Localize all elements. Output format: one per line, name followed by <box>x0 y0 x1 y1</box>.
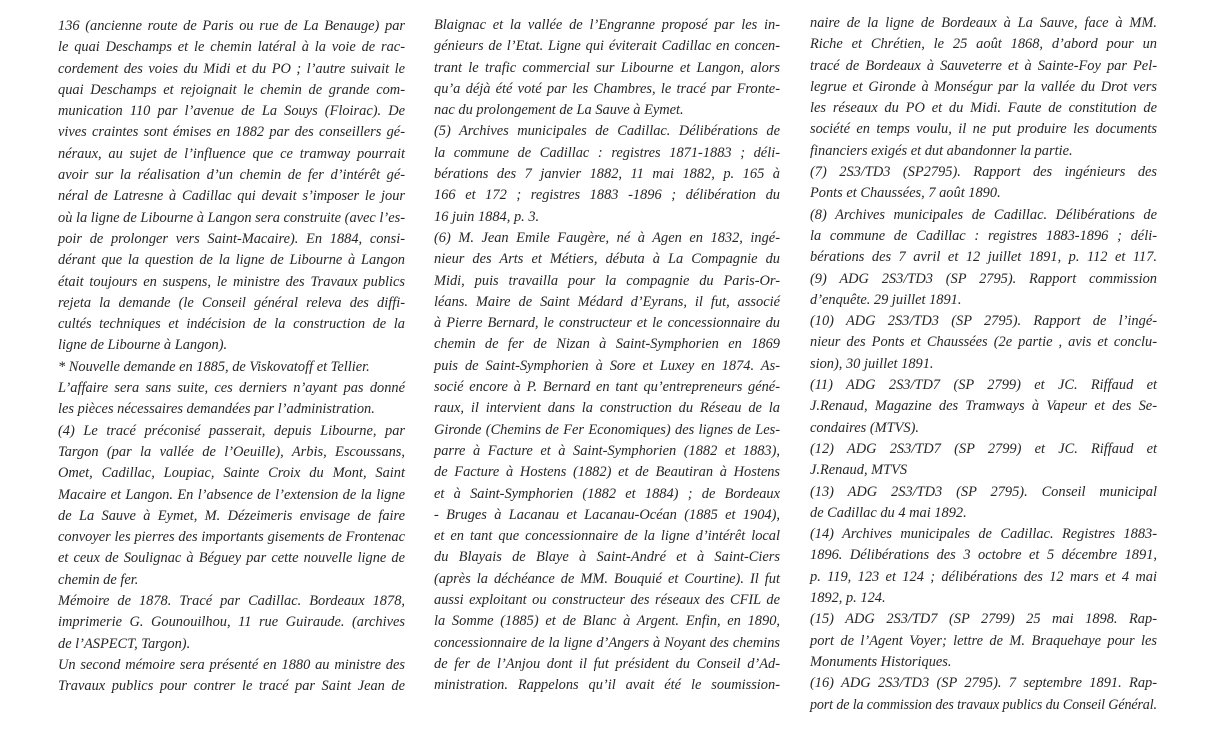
text-line: était toujours en suspens, le ministre des Travaux publics <box>58 273 405 290</box>
text-line: 166 et 172 ; registres 1883 -1896 ; délibération du <box>434 187 780 204</box>
text-line: socié encore à P. Bernard en tant qu’entrepreneurs géné- <box>434 379 780 396</box>
text-line: Blaignac et la vallée de l’Engranne proposé par les in- <box>434 17 780 33</box>
text-line: quai Deschamps et rejoignait le chemin de grande com- <box>58 81 405 98</box>
text-line: (9) ADG 2S3/TD3 (SP 2795). Rapport commission <box>810 270 1157 287</box>
text-line: (6) M. Jean Emile Faugère, né à Agen en 1832, ingé- <box>434 229 780 246</box>
text-line: de fer de l’Anjou dont il fut président du Conseil d’Ad- <box>434 655 780 672</box>
text-line: (après la déchéance de MM. Bouquié et Courtine). Il fut <box>434 570 780 587</box>
text-line: 1896. Délibérations des 3 octobre et 5 décembre 1891, <box>810 547 1157 564</box>
text-line: port de la commission des travaux publics du Conseil Général. <box>810 696 1157 713</box>
text-column-right <box>810 13 1157 716</box>
text-line: (14) Archives municipales de Cadillac. Registres 1883- <box>810 526 1157 543</box>
text-line: nieur des Arts et Métiers, débuta à La Compagnie du <box>434 251 780 268</box>
text-line: legrue et Gironde à Monségur par la vallée du Drot vers <box>810 78 1157 95</box>
text-line: naire de la ligne de Bordeaux à La Sauve, face à MM. <box>810 15 1157 31</box>
text-line: néraux, au sujet de l’influence que ce tramway pourrait <box>58 145 405 162</box>
text-line: à Pierre Bernard, le constructeur et le concessionnaire du <box>434 315 780 332</box>
text-line: la commune de Cadillac : registres 1883-1896 ; déli- <box>810 227 1157 244</box>
text-line: Macaire et Langon. En l’absence de l’extension de la ligne <box>58 486 405 503</box>
text-line: Travaux publics pour contrer le tracé par Saint Jean de <box>58 678 405 695</box>
text-line: bérations des 7 janvier 1882, 11 mai 1882, p. 165 à <box>434 166 780 183</box>
text-line: qu’a déjà été voté par les Chambres, le tracé par Fronte- <box>434 80 780 97</box>
text-line: financiers exigés et dut abandonner la partie. <box>810 142 1073 159</box>
text-line: chemin de fer de Nizan à Saint-Symphorien en 1869 <box>434 336 780 353</box>
text-line: (10) ADG 2S3/TD3 (SP 2795). Rapport de l’ingé- <box>810 313 1157 330</box>
text-line: (5) Archives municipales de Cadillac. Délibérations de <box>434 123 780 140</box>
text-line: nieur des Ponts et Chaussées (2e partie , avis et conclu- <box>810 334 1157 351</box>
text-line: * Nouvelle demande en 1885, de Viskovatoff et Tellier. <box>58 358 370 375</box>
text-line: cordement des voies du Midi et du PO ; l’autre suivait le <box>58 60 405 77</box>
text-line: vives craintes sont émises en 1882 par des conseillers gé- <box>58 124 405 141</box>
text-line: et en tant que concessionnaire de la ligne d’intérêt local <box>434 528 780 545</box>
text-line: du Blayais de Blaye à Saint-André et à Saint-Ciers <box>434 549 780 566</box>
text-line: Riche et Chrétien, le 25 août 1868, d’abord pour un <box>810 36 1157 53</box>
text-line: d’enquête. 29 juillet 1891. <box>810 291 962 308</box>
text-line: et à Saint-Symphorien (1882 et 1884) ; de Bordeaux <box>434 485 780 502</box>
text-line: société en temps voulu, il ne put produire les documents <box>810 121 1157 138</box>
text-line: poir de prolonger vers Saint-Macaire). En 1884, consi- <box>58 230 405 247</box>
text-column-left <box>58 16 405 698</box>
text-line: - Bruges à Lacanau et Lacanau-Océan (1885 et 1904), <box>434 506 780 523</box>
text-line: Monuments Historiques. <box>810 653 952 670</box>
text-line: Targon (par la vallée de l’Oeuille), Arbis, Escoussans, <box>58 443 405 460</box>
text-line: les réseaux du PO et du Midi. Faute de constitution de <box>810 100 1157 117</box>
text-line: (13) ADG 2S3/TD3 (SP 2795). Conseil municipal <box>810 483 1157 500</box>
text-line: tracé de Bordeaux à Sauveterre et à Sainte-Foy par Pel- <box>810 57 1157 74</box>
text-line: J.Renaud, Magazine des Tramways à Vapeur et des Se- <box>810 398 1157 415</box>
text-line: J.Renaud, MTVS <box>810 462 908 479</box>
text-line: Gironde (Chemins de Fer Economiques) des lignes de Les- <box>434 421 780 438</box>
text-line: (7) 2S3/TD3 (SP2795). Rapport des ingénieurs des <box>810 164 1157 181</box>
text-line: cultés techniques et indécision de la construction de la <box>58 316 405 333</box>
text-line: 1892, p. 124. <box>810 590 886 607</box>
text-line: ministration. Rappelons qu’il avait été le soumission- <box>434 677 780 694</box>
text-line: de La Sauve à Eymet, M. Dézeimeris envisage de faire <box>58 507 405 524</box>
text-line: (4) Le tracé préconisé passerait, depuis Libourne, par <box>58 422 405 439</box>
text-line: port de l’Agent Voyer; lettre de M. Braquehaye pour les <box>810 632 1157 649</box>
text-column-middle <box>434 15 780 697</box>
text-line: (15) ADG 2S3/TD7 (SP 2799) 25 mai 1898. Rap- <box>810 611 1157 628</box>
text-line: (12) ADG 2S3/TD7 (SP 2799) et JC. Riffaud et <box>810 440 1157 457</box>
text-line: Ponts et Chaussées, 7 août 1890. <box>810 185 1001 202</box>
text-line: trant le trafic commercial sur Libourne et Langon, alors <box>434 59 780 76</box>
text-line: génieurs de l’Etat. Ligne qui éviterait Cadillac en concen- <box>434 38 780 55</box>
text-line: néral de Latresne à Cadillac qui devait s’imposer le jour <box>58 188 405 205</box>
text-line: concessionnaire de la ligne d’Angers à Noyant des chemins <box>434 634 780 651</box>
text-line: puis de Saint-Symphorien à Sore et Luxey en 1874. As- <box>434 357 780 374</box>
text-line: L’affaire sera sans suite, ces derniers n’ayant pas donné <box>58 380 405 397</box>
text-line: (16) ADG 2S3/TD3 (SP 2795). 7 septembre 1891. Rap- <box>810 675 1157 692</box>
text-line: sion), 30 juillet 1891. <box>810 355 934 372</box>
text-line: p. 119, 123 et 124 ; délibérations des 12 mars et 4 mai <box>810 568 1157 585</box>
text-line: dérant que la question de la ligne de Libourne à Langon <box>58 252 405 269</box>
text-line: 136 (ancienne route de Paris ou rue de La Benauge) par <box>58 18 405 34</box>
text-line: munication 110 par l’avenue de La Souys (Floirac). De <box>58 103 405 120</box>
text-line: de Facture à Hostens (1882) et de Beautiran à Hostens <box>434 464 780 481</box>
text-line: et ceux de Soulignac à Béguey par cette nouvelle ligne de <box>58 550 405 567</box>
text-line: de Cadillac du 4 mai 1892. <box>810 504 967 521</box>
text-line: ligne de Libourne à Langon). <box>58 337 228 354</box>
text-line: la commune de Cadillac : registres 1871-1883 ; déli- <box>434 144 780 161</box>
text-line: aussi exploitant ou constructeur des réseaux des CFIL de <box>434 592 780 609</box>
text-line: avoir sur la réalisation d’un chemin de fer d’intérêt gé- <box>58 167 405 184</box>
text-line: convoyer les pierres des importants gisements de Frontenac <box>58 529 405 546</box>
text-line: le quai Deschamps et le chemin latéral à la voie de rac- <box>58 39 405 56</box>
text-line: raux, il intervient dans la construction du Réseau de la <box>434 400 780 417</box>
text-line: Omet, Cadillac, Loupiac, Sainte Croix du Mont, Saint <box>58 465 405 482</box>
text-line: où la ligne de Libourne à Langon sera construite (avec l’es- <box>58 209 405 226</box>
text-line: 16 juin 1884, p. 3. <box>434 208 540 225</box>
text-line: bérations des 7 avril et 12 juillet 1891, p. 112 et 117. <box>810 249 1157 266</box>
text-line: condaires (MTVS). <box>810 419 919 436</box>
text-line: (11) ADG 2S3/TD7 (SP 2799) et JC. Riffaud et <box>810 377 1157 394</box>
text-line: de l’ASPECT, Targon). <box>58 635 191 652</box>
text-line: Midi, puis travailla pour la compagnie du Paris-Or- <box>434 272 780 289</box>
text-line: imprimerie G. Gounouilhou, 11 rue Guiraude. (archives <box>58 614 405 631</box>
text-line: Mémoire de 1878. Tracé par Cadillac. Bordeaux 1878, <box>58 593 405 610</box>
text-line: chemin de fer. <box>58 571 139 588</box>
text-line: nac du prolongement de La Sauve à Eymet. <box>434 102 684 119</box>
text-line: les pièces nécessaires demandées par l’administration. <box>58 401 375 418</box>
text-line: la Somme (1885) et de Blanc à Argent. Enfin, en 1890, <box>434 613 780 630</box>
text-line: (8) Archives municipales de Cadillac. Délibérations de <box>810 206 1157 223</box>
text-line: léans. Maire de Saint Médard d’Eyrans, il fut, associé <box>434 293 780 310</box>
text-line: rejeta la demande (le Conseil général releva des diffi- <box>58 294 405 311</box>
text-line: Un second mémoire sera présenté en 1880 au ministre des <box>58 656 405 673</box>
text-line: parre à Facture et à Saint-Symphorien (1882 et 1883), <box>434 442 780 459</box>
